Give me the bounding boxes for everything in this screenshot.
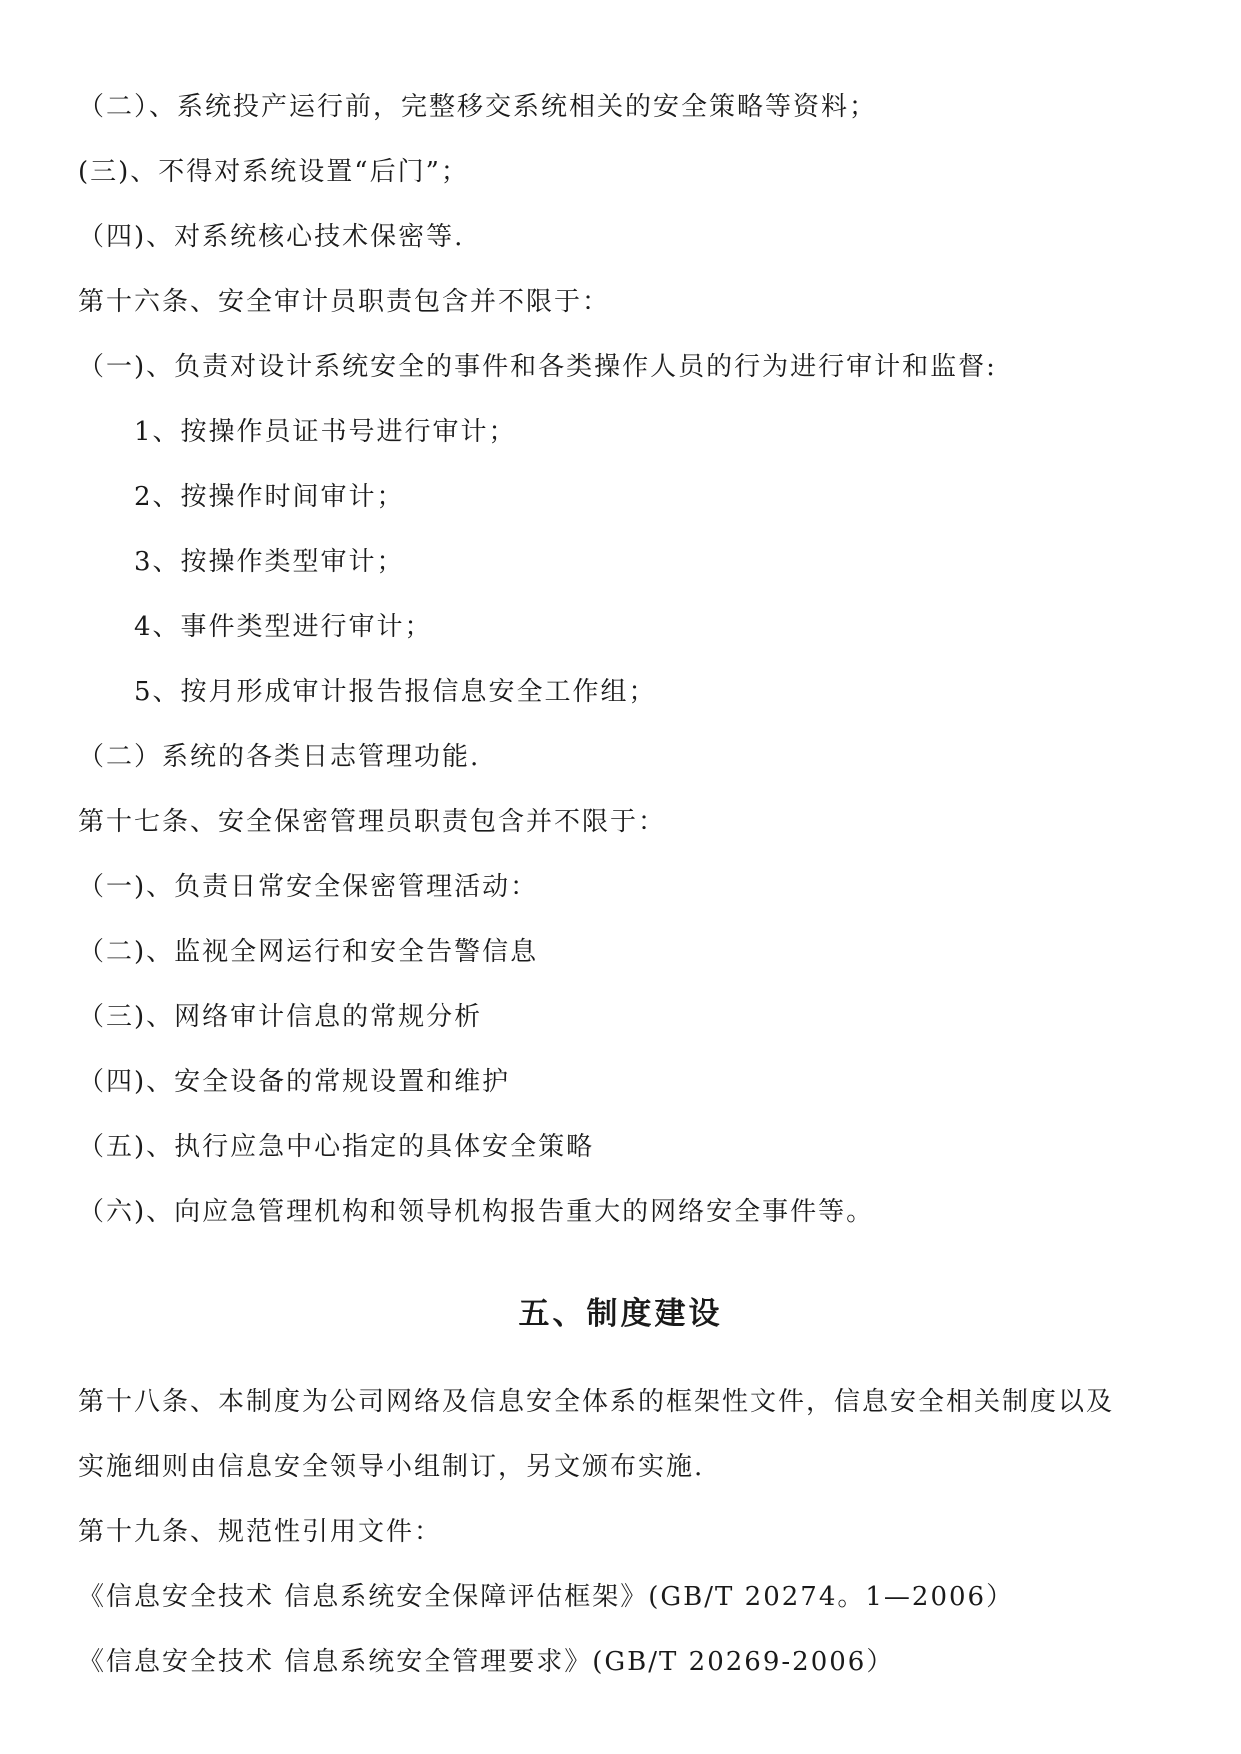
paragraph-line: （二）系统的各类日志管理功能. — [78, 742, 481, 772]
article-19-heading: 第十九条、规范性引用文件： — [78, 1517, 443, 1547]
section-heading: 五、制度建设 — [518, 1296, 723, 1332]
paragraph-line: （六)、向应急管理机构和领导机构报告重大的网络安全事件等。 — [78, 1197, 875, 1227]
list-item: 2、按操作时间审计； — [134, 482, 405, 512]
reference-line: 《信息安全技术 信息系统安全保障评估框架》(GB/T 20274。1—2006） — [78, 1582, 1015, 1612]
reference-line: 《信息安全技术 信息系统安全管理要求》(GB/T 20269-2006） — [78, 1647, 895, 1677]
list-item: 5、按月形成审计报告报信息安全工作组； — [134, 677, 657, 707]
paragraph-line: （四)、安全设备的常规设置和维护 — [78, 1067, 511, 1097]
paragraph-line: (三)、不得对系统设置“后门”； — [78, 157, 469, 187]
paragraph-line: （三)、网络审计信息的常规分析 — [78, 1002, 483, 1032]
paragraph-line: （五)、执行应急中心指定的具体安全策略 — [78, 1132, 595, 1162]
paragraph-line: （四)、对系统核心技术保密等. — [78, 222, 465, 252]
paragraph-line: 实施细则由信息安全领导小组制订，另文颁布实施. — [78, 1452, 705, 1482]
list-item: 1、按操作员证书号进行审计； — [134, 417, 517, 447]
paragraph-line: （一)、负责对设计系统安全的事件和各类操作人员的行为进行审计和监督: — [78, 352, 997, 382]
paragraph-line: （二）、系统投产运行前，完整移交系统相关的安全策略等资料； — [78, 92, 878, 122]
list-item: 3、按操作类型审计； — [134, 547, 405, 577]
list-item: 4、事件类型进行审计； — [134, 612, 433, 642]
paragraph-line: （二)、监视全网运行和安全告警信息 — [78, 937, 539, 967]
article-16-heading: 第十六条、安全审计员职责包含并不限于： — [78, 287, 611, 317]
article-17-heading: 第十七条、安全保密管理员职责包含并不限于： — [78, 807, 667, 837]
article-18-line: 第十八条、本制度为公司网络及信息安全体系的框架性文件，信息安全相关制度以及 — [78, 1387, 1115, 1417]
paragraph-line: （一)、负责日常安全保密管理活动： — [78, 872, 539, 902]
